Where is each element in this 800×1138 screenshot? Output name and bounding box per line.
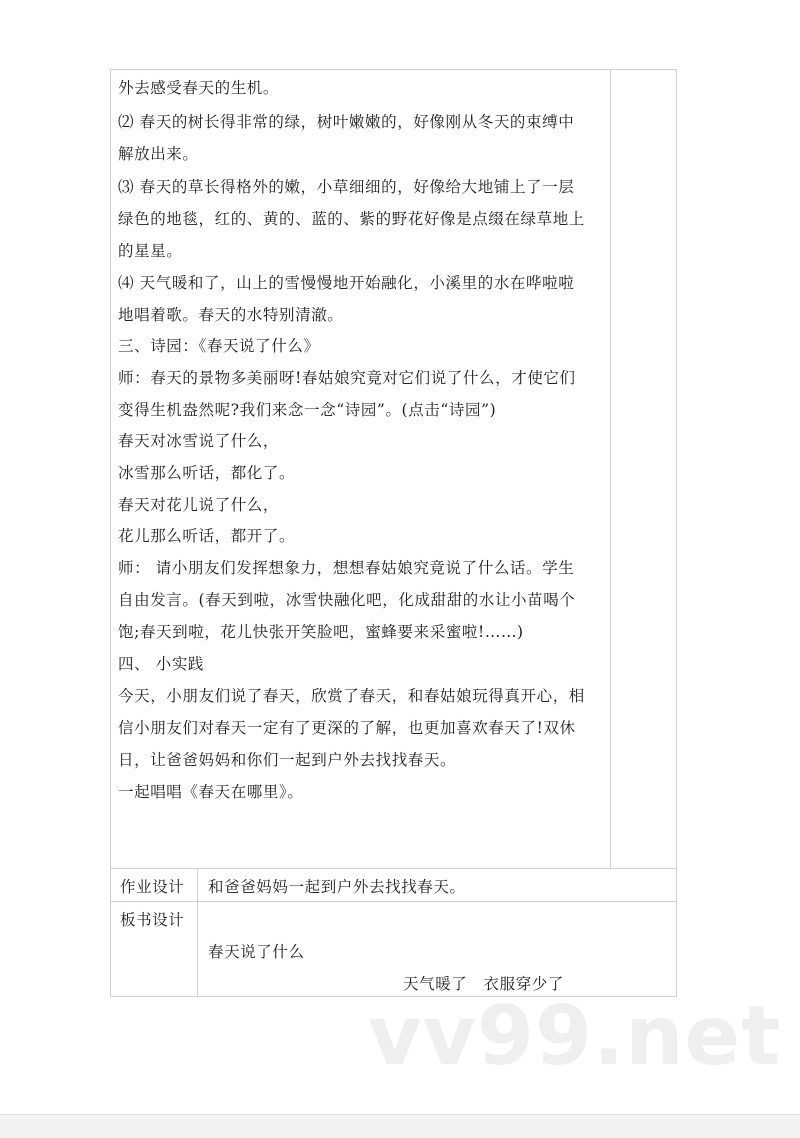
lesson-line: 解放出来。 bbox=[118, 145, 199, 163]
table-border-right bbox=[676, 69, 677, 997]
lesson-line: 师： 请小朋友们发挥想象力，想想春姑娘究竟说了什么话。学生 bbox=[118, 559, 575, 577]
lesson-line: 一起唱唱《春天在哪里》。 bbox=[118, 783, 304, 801]
lesson-line: ⑷ 天气暖和了，山上的雪慢慢地开始融化，小溪里的水在哗啦啦 bbox=[118, 274, 575, 292]
lesson-line: 师：春天的景物多美丽呀!春姑娘究竟对它们说了什么，才使它们 bbox=[118, 369, 576, 387]
lesson-line: 信小朋友们对春天一定有了更深的了解，也更加喜欢春天了!双休 bbox=[118, 719, 576, 737]
poem-line: 春天对冰雪说了什么， bbox=[118, 432, 280, 450]
lesson-line: 自由发言。(春天到啦，冰雪快融化吧，化成甜甜的水让小苗喝个 bbox=[118, 591, 576, 609]
lesson-line: 日，让爸爸妈妈和你们一起到户外去找找春天。 bbox=[118, 751, 457, 769]
lesson-line: 绿色的地毯，红的、黄的、蓝的、紫的野花好像是点缀在绿草地上 bbox=[118, 210, 585, 228]
board-title: 春天说了什么 bbox=[208, 943, 305, 961]
lesson-line: ⑵ 春天的树长得非常的绿，树叶嫩嫩的，好像刚从冬天的束缚中 bbox=[118, 113, 575, 131]
poem-line: 春天对花儿说了什么， bbox=[118, 496, 280, 514]
table-row-divider-board bbox=[110, 901, 677, 902]
board-line: 天气暖了 衣服穿少了 bbox=[403, 975, 565, 993]
lesson-line: ⑶ 春天的草长得格外的嫩，小草细细的，好像给大地铺上了一层 bbox=[118, 178, 575, 196]
poem-line: 冰雪那么听话，都化了。 bbox=[118, 464, 296, 482]
board-label: 板书设计 bbox=[120, 911, 185, 929]
lesson-line: 地唱着歌。春天的水特别清澈。 bbox=[118, 306, 344, 324]
watermark: vv99.net bbox=[368, 989, 782, 1084]
homework-label: 作业设计 bbox=[120, 878, 185, 896]
table-border-top bbox=[110, 69, 677, 70]
table-row-divider-homework bbox=[110, 868, 677, 869]
viewer-bottom-bar bbox=[0, 1114, 800, 1138]
poem-line: 花儿那么听话，都开了。 bbox=[118, 527, 296, 545]
section-heading: 三、诗园：《春天说了什么》 bbox=[118, 337, 320, 355]
section-heading: 四、 小实践 bbox=[118, 655, 205, 673]
lesson-line: 外去感受春天的生机。 bbox=[118, 79, 280, 97]
table-column-divider-right bbox=[610, 69, 611, 869]
table-column-divider-label bbox=[197, 868, 198, 997]
table-border-left bbox=[110, 69, 111, 997]
homework-value: 和爸爸妈妈一起到户外去找找春天。 bbox=[208, 878, 466, 896]
lesson-line: 今天，小朋友们说了春天，欣赏了春天，和春姑娘玩得真开心，相 bbox=[118, 687, 585, 705]
lesson-line: 的星星。 bbox=[118, 242, 183, 260]
lesson-line: 变得生机盎然呢?我们来念一念“诗园”。(点击“诗园”) bbox=[118, 401, 497, 419]
lesson-line: 饱;春天到啦，花儿快张开笑脸吧，蜜蜂要来采蜜啦!……) bbox=[118, 623, 524, 641]
